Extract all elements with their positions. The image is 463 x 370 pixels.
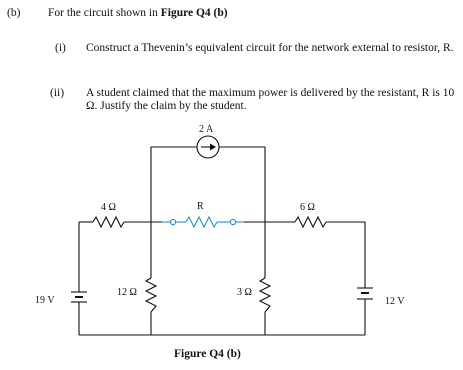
resistor-12ohm (146, 278, 156, 312)
intro-text: For the circuit shown in (48, 7, 161, 19)
wire-mid-right2 (326, 222, 365, 288)
item-label-i: (i) (55, 42, 66, 54)
resistor-3ohm (260, 278, 270, 312)
battery-12v-label: 12 V (385, 296, 405, 307)
battery-19v (71, 292, 87, 302)
resistor-4ohm-label: 4 Ω (101, 202, 116, 213)
resistor-6ohm-label: 6 Ω (300, 202, 315, 213)
resistor-12ohm-label: 12 Ω (117, 287, 137, 298)
resistor-3ohm-label: 3 Ω (237, 287, 252, 298)
resistor-4ohm (93, 217, 124, 227)
part-label: (b) (7, 7, 21, 19)
current-source-label: 2 A (199, 124, 214, 135)
battery-19v-label: 19 V (35, 295, 55, 306)
figure-caption: Figure Q4 (b) (174, 348, 241, 360)
item-text-i: Construct a Thevenin’s equivalent circuit for the network external to resistor, R. (86, 42, 454, 54)
item-text-ii: A student claimed that the maximum power is delivered by the resistant, R is 10 Ω. Justify the claim by the student. (86, 87, 455, 112)
load-resistor-label: R (197, 201, 204, 212)
load-resistor (162, 217, 244, 227)
item-label-ii: (ii) (50, 87, 65, 99)
resistor-6ohm (295, 217, 326, 227)
intro-figure-ref: Figure Q4 (b) (160, 7, 228, 19)
battery-12v (357, 288, 373, 299)
current-source (197, 136, 219, 158)
